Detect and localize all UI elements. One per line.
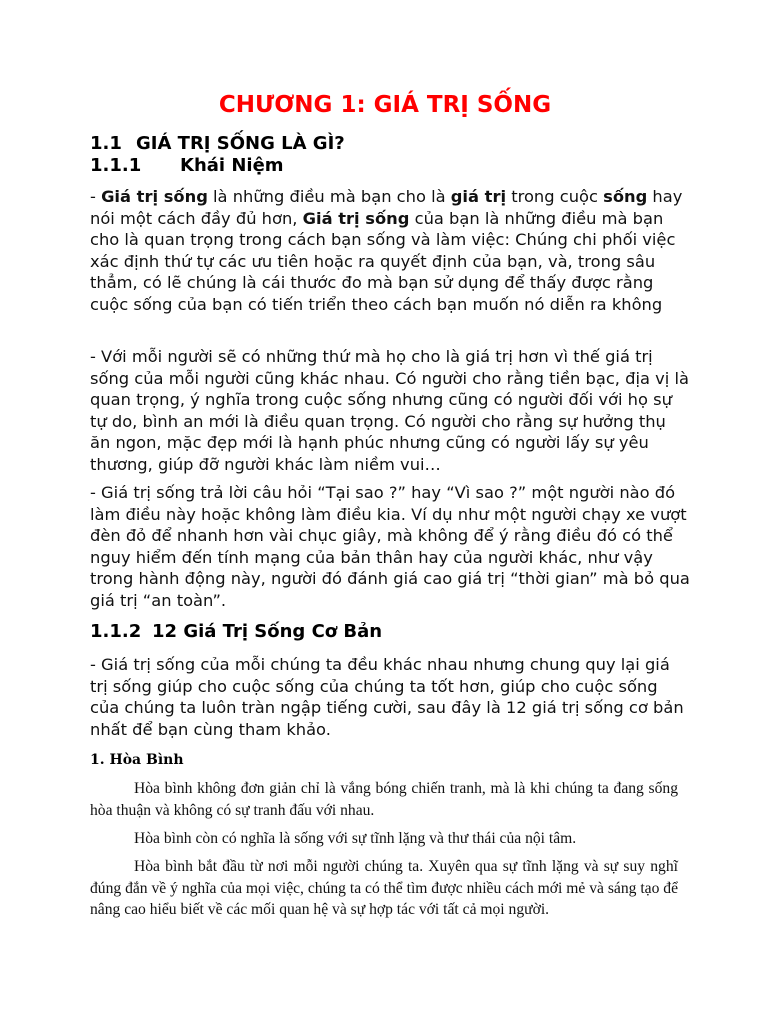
paragraph-twelve-values: - Giá trị sống của mỗi chúng ta đều khác nhau nhưng chung quy lại giá trị sống giúp cho cuộc sống của chúng ta tốt hơn, giúp cho cuộc sống của chúng ta luôn tràn ngập tiếng cười, sau đây là 12 giá trị sống cơ bản nhất để bạn cùng tham khảo. xyxy=(90,655,684,739)
section-label: Khái Niệm xyxy=(180,155,284,176)
paragraph-peace-2: Hòa bình còn có nghĩa là sống với sự tĩnh lặng và thư thái của nội tâm. xyxy=(134,830,577,847)
section-number: 1.1 xyxy=(90,133,122,154)
section-number: 1.1.2 xyxy=(90,621,142,642)
section-heading-1-1-1 xyxy=(90,154,284,178)
paragraph-definition xyxy=(90,186,690,315)
text-run: hay nói một cách đầy đủ hơn, xyxy=(90,187,683,228)
text-run: - xyxy=(90,187,102,206)
bold-term: Giá trị sống xyxy=(101,187,208,206)
bold-term: Giá trị sống xyxy=(302,208,410,228)
paragraph-peace-1: Hòa bình không đơn giản chỉ là vắng bóng chiến tranh, mà là khi chúng ta đang sống hòa thuận và không có sự tranh đấu với nhau. xyxy=(90,780,678,819)
chapter-title: CHƯƠNG 1: GIÁ TRỊ SỐNG xyxy=(218,92,552,118)
section-number: 1.1.1 xyxy=(90,155,142,176)
text-run: của bạn là những điều mà bạn cho là quan trọng trong cách bạn sống và làm việc: Chúng chi phối việc xác định thứ tự các ưu tiên hoặc ra quyết định của bạn, và, trong sâu thẳm, có lẽ chúng là cái thước đo mà bạn sử dụng để thấy được rằng cuộc sống của bạn có tiến triển theo cách bạn muốn nó diễn ra không xyxy=(90,208,676,314)
section-heading-1-1-2 xyxy=(90,620,382,644)
text-run: trong cuộc xyxy=(506,187,604,206)
paragraph-values-differ: - Với mỗi người sẽ có những thứ mà họ cho là giá trị hơn vì thế giá trị sống của mỗi người cũng khác nhau. Có người cho rằng tiền bạc, địa vị là quan trọng, ý nghĩa trong cuộc sống nhưng cũng có người đối với họ sự tự do, bình an mới là điều quan trọng. Có người cho rằng sự hưởng thụ ăn ngon, mặc đẹp mới là hạnh phúc nhưng cũng có người lấy sự yêu thương, giúp đỡ người khác làm niềm vui… xyxy=(90,347,690,474)
section-label: 12 Giá Trị Sống Cơ Bản xyxy=(152,621,383,642)
bold-term: sống xyxy=(603,187,648,206)
text-run: là những điều mà bạn cho là xyxy=(207,187,451,206)
section-label: GIÁ TRỊ SỐNG LÀ GÌ? xyxy=(136,133,345,154)
section-heading-1-1 xyxy=(90,132,345,156)
paragraph-why-question: - Giá trị sống trả lời câu hỏi “Tại sao ?” hay “Vì sao ?” một người nào đó làm điều này hoặc không làm điều kia. Ví dụ như một người chạy xe vượt đèn đỏ để nhanh hơn vài chục giây, mà không để ý rằng điều đó có thể nguy hiểm đến tính mạng của bản thân hay của người khác, như vậy trong hành động này, người đó đánh giá cao giá trị “thời gian” mà bỏ qua giá trị “an toàn”. xyxy=(90,483,690,610)
bold-term: giá trị xyxy=(450,187,507,206)
paragraph-peace-3: Hòa bình bắt đầu từ nơi mỗi người chúng ta. Xuyên qua sự tĩnh lặng và sự suy nghĩ đúng đắn về ý nghĩa của mọi việc, chúng ta có thể tìm được nhiều cách mới mẻ và sáng tạo để nâng cao hiểu biết về các mối quan hệ và sự hợp tác với tất cả mọi người. xyxy=(90,858,678,918)
item-heading-peace: 1. Hòa Bình xyxy=(90,752,184,768)
